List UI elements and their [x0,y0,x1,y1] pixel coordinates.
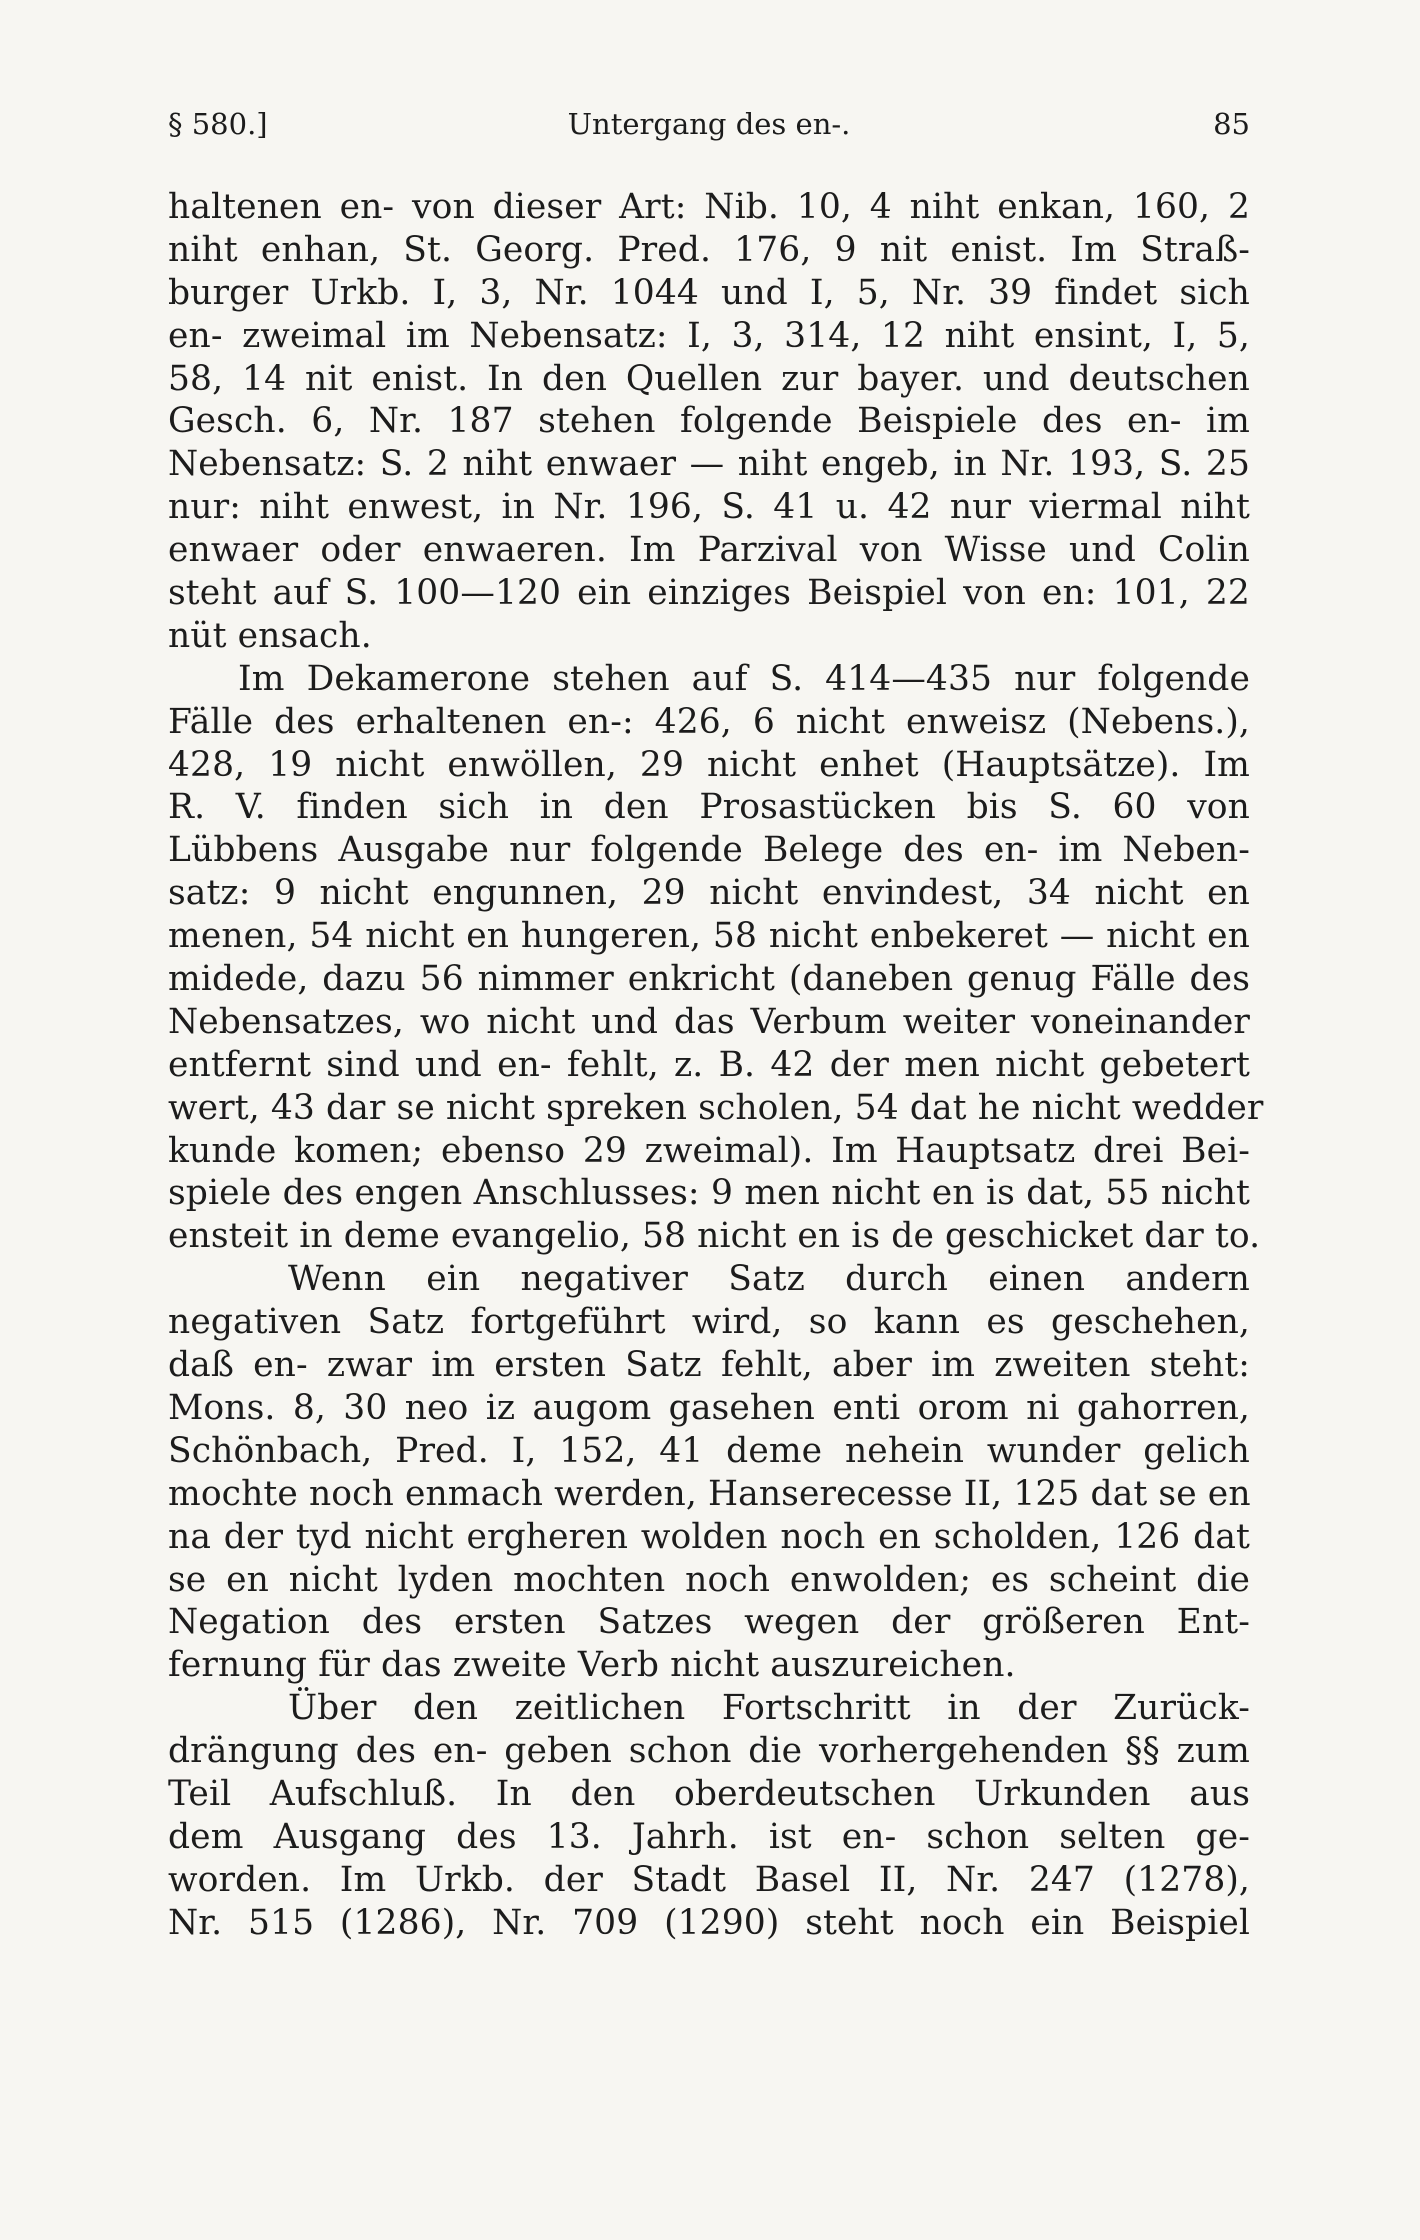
text-line: niht enhan, St. Georg. Pred. 176, 9 nit enist. Im Straß- [168,229,1250,270]
text-line: mochte noch enmach werden, Hanserecesse II, 125 dat se en [168,1473,1251,1514]
text-line: burger Urkb. I, 3, Nr. 1044 und I, 5, Nr. 39 findet sich [168,272,1250,313]
text-line: negativen Satz fortgeführt wird, so kann es geschehen, [168,1302,1250,1343]
text-line: kunde komen; ebenso 29 zweimal). Im Hauptsatz drei Bei- [168,1130,1250,1171]
text-line: nur: niht enwest, in Nr. 196, S. 41 u. 42 nur viermal niht [168,487,1250,528]
text-line: haltenen en- von dieser Art: Nib. 10, 4 niht enkan, 160, 2 [168,187,1250,227]
text-line: menen, 54 nicht en hungeren, 58 nicht enbekeret — nicht en [168,916,1250,957]
text-line: Mons. 8, 30 neo iz augom gasehen enti orom ni gahorren, [168,1387,1250,1428]
text-line: dem Ausgang des 13. Jahrh. ist en- schon selten ge- [168,1816,1250,1857]
text-line: steht auf S. 100—120 ein einziges Beispiel von en: 101, 22 [168,573,1250,614]
text-line: drängung des en- geben schon die vorhergehenden §§ zum [168,1731,1250,1772]
text-line: Im Dekamerone stehen auf S. 414—435 nur folgende [238,658,1250,699]
text-line: en- zweimal im Nebensatz: I, 3, 314, 12 niht ensint, I, 5, [168,315,1250,356]
body-text [168,186,1264,1945]
text-line: Schönbach, Pred. I, 152, 41 deme nehein wunder gelich [168,1430,1250,1471]
text-line: entfernt sind und en- fehlt, z. B. 42 der men nicht gebetert [168,1044,1250,1085]
text-line: daß en- zwar im ersten Satz fehlt, aber im zweiten steht: [168,1345,1250,1386]
text-line: Nebensatzes, wo nicht und das Verbum weiter voneinander [168,1001,1250,1042]
text-line: Gesch. 6, Nr. 187 stehen folgende Beispiele des en- im [168,401,1250,442]
text-line: satz: 9 nicht engunnen, 29 nicht envindest, 34 nicht en [168,873,1250,914]
text-line: 428, 19 nicht enwöllen, 29 nicht enhet (Hauptsätze). Im [168,744,1250,785]
text-line: Negation des ersten Satzes wegen der größeren Ent- [168,1602,1250,1643]
text-line: R. V. finden sich in den Prosastücken bis S. 60 von [168,787,1250,828]
text-line: Fälle des erhaltenen en-: 426, 6 nicht enweisz (Nebens.), [168,701,1250,742]
text-line: nüt ensach. [168,615,372,656]
text-line: Lübbens Ausgabe nur folgende Belege des en- im Neben- [168,830,1250,871]
text-line: Wenn ein negativer Satz durch einen andern [288,1259,1250,1300]
text-line: fernung für das zweite Verb nicht auszureichen. [168,1645,1016,1686]
text-line: spiele des engen Anschlusses: 9 men nicht en is dat, 55 nicht [168,1173,1250,1214]
text-line: worden. Im Urkb. der Stadt Basel II, Nr. 247 (1278), [168,1859,1250,1900]
section-reference: § 580.] [168,107,268,141]
text-line: Teil Aufschluß. In den oberdeutschen Urkunden aus [168,1773,1250,1814]
text-line: na der tyd nicht ergheren wolden noch en scholden, 126 dat [168,1516,1250,1557]
text-line: Nr. 515 (1286), Nr. 709 (1290) steht noch ein Beispiel [168,1902,1250,1943]
text-line: 58, 14 nit enist. In den Quellen zur bayer. und deutschen [168,358,1250,399]
text-line: midede, dazu 56 nimmer enkricht (daneben genug Fälle des [168,959,1250,1000]
page-number: 85 [1213,107,1250,141]
text-line: enwaer oder enwaeren. Im Parzival von Wisse und Colin [168,530,1250,571]
text-line: ensteit in deme evangelio, 58 nicht en is de geschicket dar to. [168,1216,1261,1257]
running-title: Untergang des en-. [567,107,851,141]
text-line: Nebensatz: S. 2 niht enwaer — niht engeb, in Nr. 193, S. 25 [168,444,1250,485]
text-line: se en nicht lyden mochten noch enwolden; es scheint die [168,1559,1250,1600]
text-line: Über den zeitlichen Fortschritt in der Zurück- [288,1688,1250,1729]
text-line: wert, 43 dar se nicht spreken scholen, 54 dat he nicht wedder [168,1087,1264,1128]
running-header [168,106,1250,142]
